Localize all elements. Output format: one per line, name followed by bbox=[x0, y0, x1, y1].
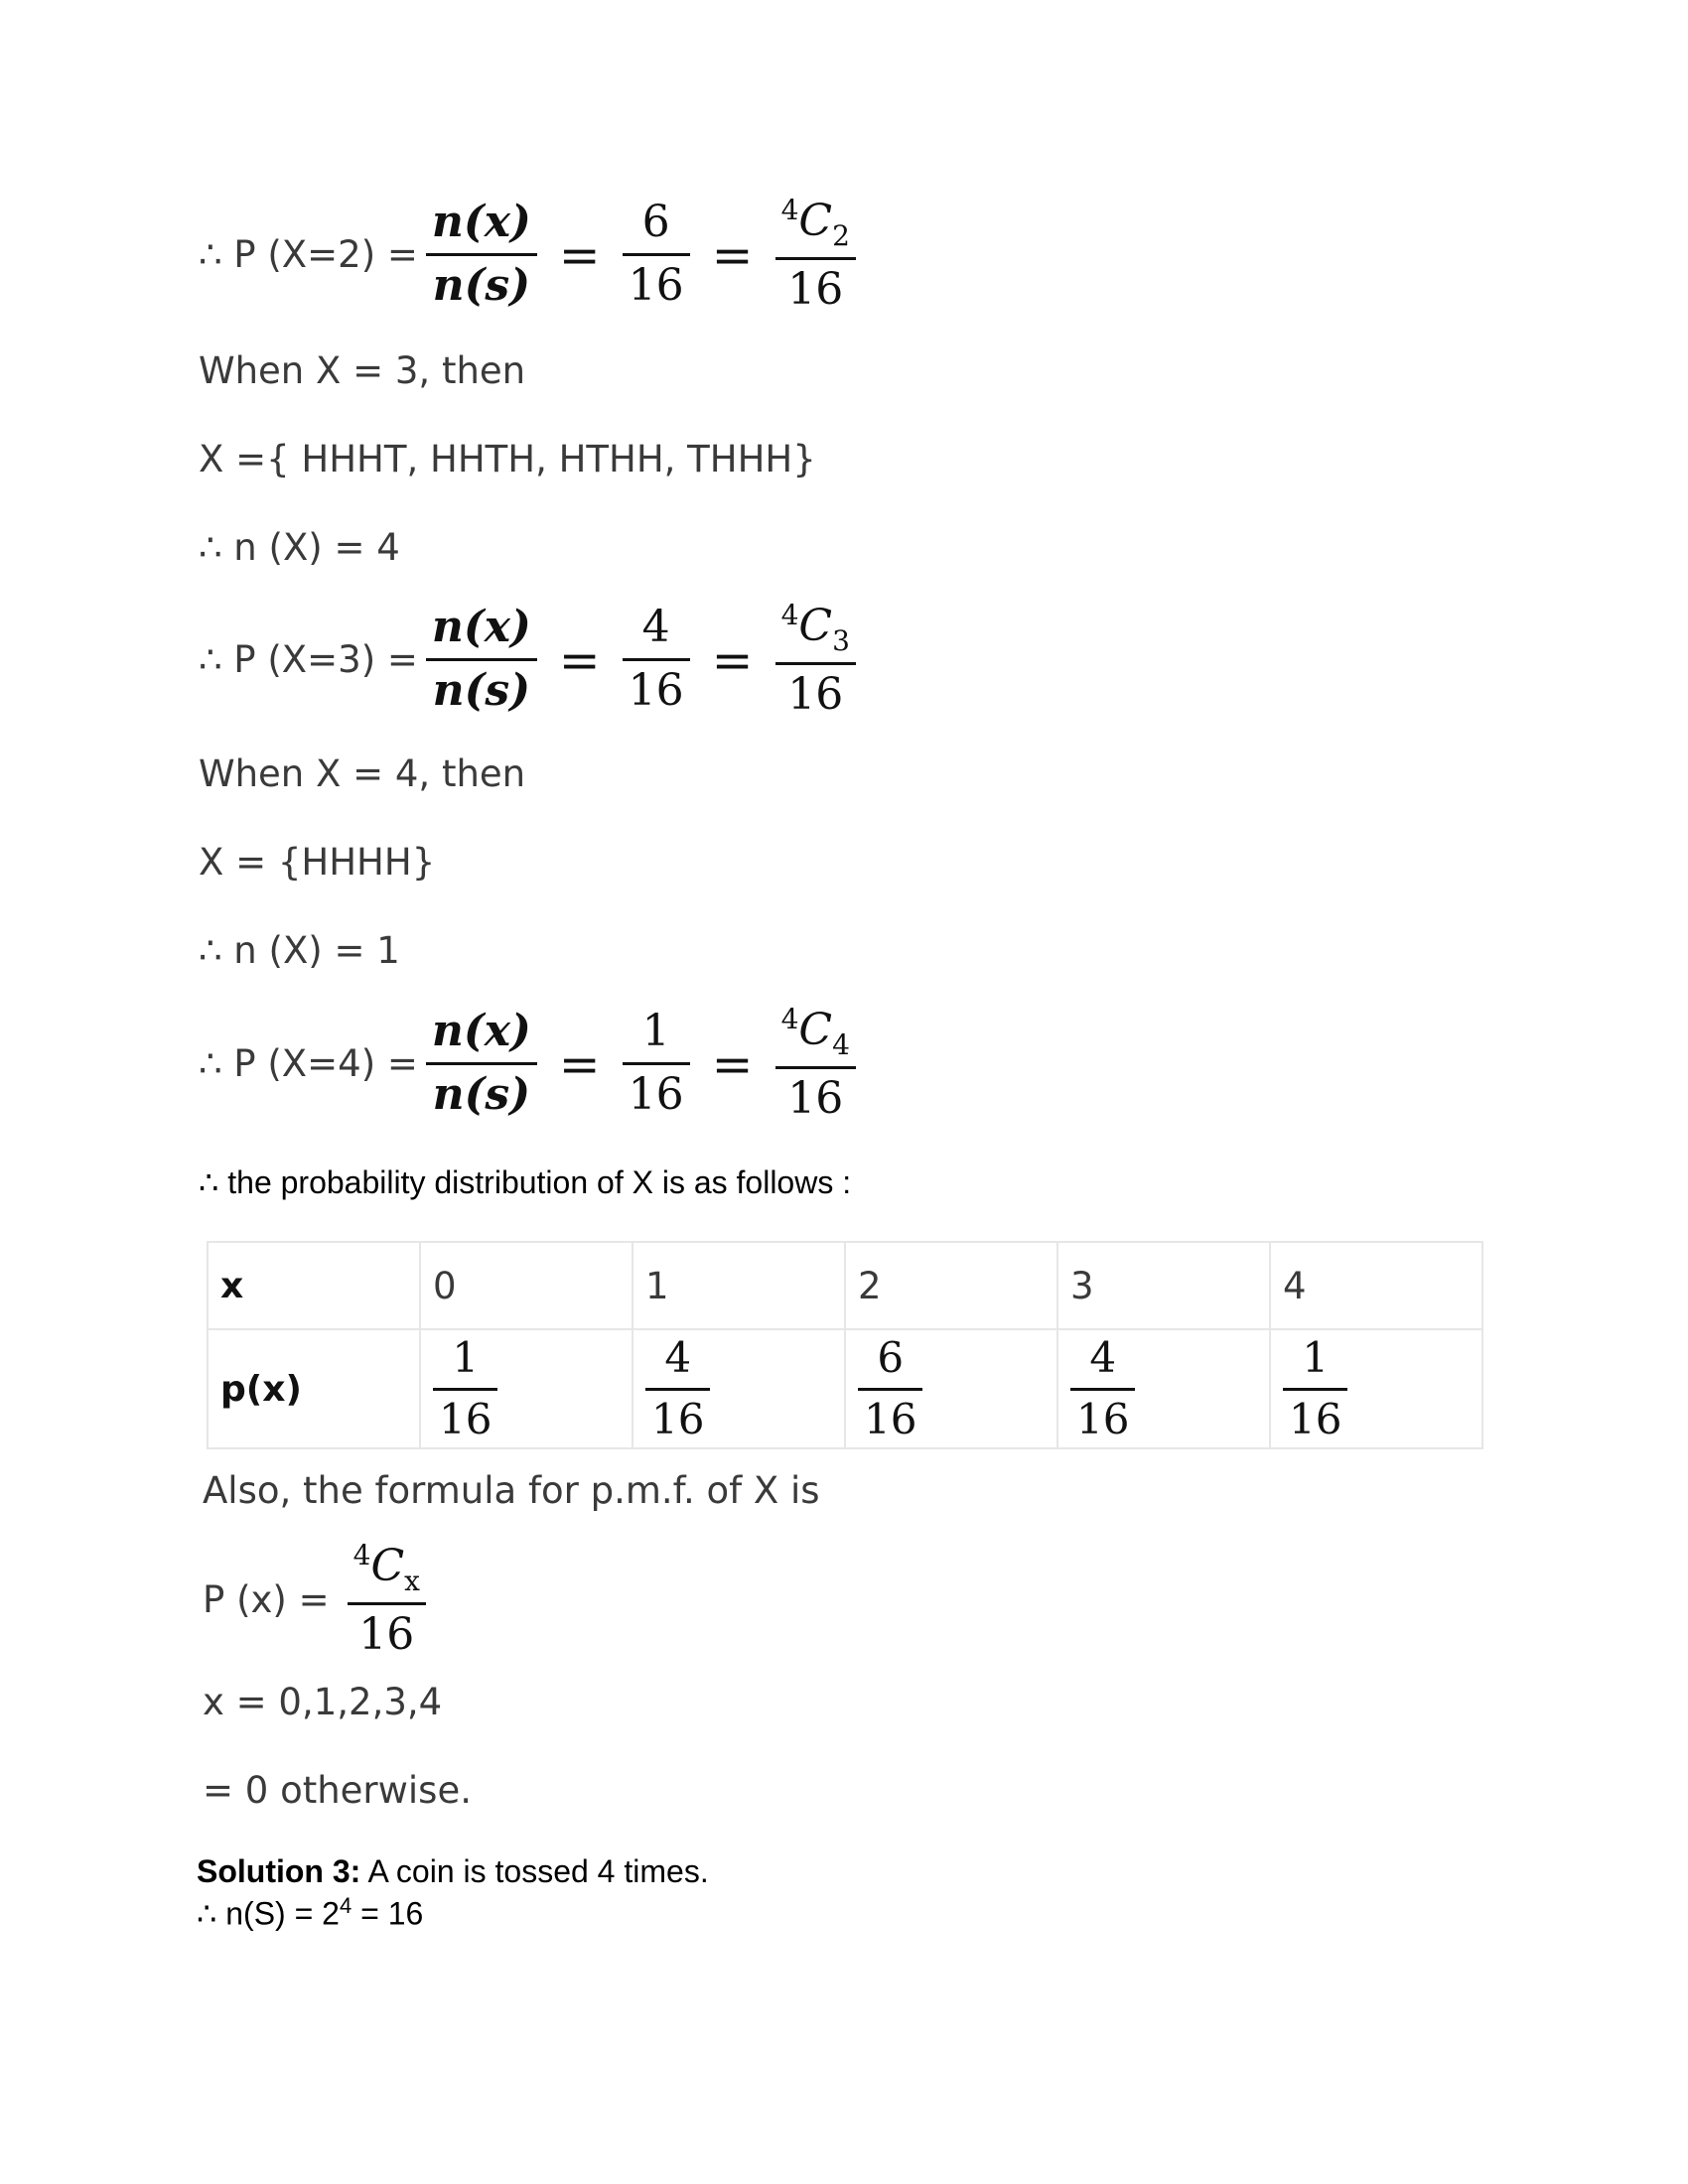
row-label-x: x bbox=[208, 1242, 420, 1329]
px-value: $\frac{4}{16}$ bbox=[633, 1329, 845, 1448]
distribution-table bbox=[207, 1241, 1483, 1449]
when-x3-text: When X = 3, then bbox=[199, 349, 526, 392]
fraction-nx-ns: $\frac{n(x)}{n(s)}$ bbox=[426, 602, 537, 718]
pmf-prefix: P (x) = bbox=[203, 1578, 330, 1622]
p-x3-prefix: ∴ P (X=3) = bbox=[199, 638, 418, 682]
table-row bbox=[208, 1242, 1482, 1329]
solution3-text: A coin is tossed 4 times. bbox=[360, 1853, 709, 1889]
x-value: 1 bbox=[633, 1242, 845, 1329]
p-x2-prefix: ∴ P (X=2) = bbox=[199, 233, 418, 277]
set-x4-text: X = {HHHH} bbox=[199, 841, 436, 884]
otherwise-text: = 0 otherwise. bbox=[203, 1769, 472, 1812]
fraction-combination: $\frac{^4C_4}{16}$ bbox=[775, 1003, 856, 1125]
table-row bbox=[208, 1329, 1482, 1448]
equals-sign: = bbox=[711, 1034, 754, 1093]
equals-sign: = bbox=[558, 630, 601, 689]
solution3-label: Solution 3: bbox=[197, 1853, 361, 1889]
p-x2-equation bbox=[199, 194, 864, 316]
x-value: 2 bbox=[845, 1242, 1057, 1329]
equals-sign: = bbox=[711, 630, 754, 689]
set-x3-text: X ={ HHHT, HHTH, HTHH, THHH} bbox=[199, 438, 816, 480]
fraction-value: $\frac{4}{16}$ bbox=[623, 602, 690, 718]
solution3-line bbox=[197, 1853, 709, 1890]
x-value: 4 bbox=[1270, 1242, 1482, 1329]
fraction-combination: $\frac{^4C_3}{16}$ bbox=[775, 599, 856, 721]
equals-sign: = bbox=[558, 1034, 601, 1093]
px-value: $\frac{1}{16}$ bbox=[420, 1329, 633, 1448]
equals-sign: = bbox=[558, 225, 601, 284]
fraction-nx-ns: $\frac{n(x)}{n(s)}$ bbox=[426, 197, 537, 313]
x-value: 3 bbox=[1057, 1242, 1270, 1329]
count-x4-text: ∴ n (X) = 1 bbox=[199, 929, 400, 972]
fraction-combination: $\frac{^4C_x}{16}$ bbox=[348, 1539, 426, 1661]
p-x4-prefix: ∴ P (X=4) = bbox=[199, 1042, 418, 1086]
fraction-nx-ns: $\frac{n(x)}{n(s)}$ bbox=[426, 1006, 537, 1122]
count-x3-text: ∴ n (X) = 4 bbox=[199, 526, 400, 569]
equals-sign: = bbox=[711, 225, 754, 284]
distribution-intro: ∴ the probability distribution of X is as follows : bbox=[199, 1164, 852, 1200]
x-value: 0 bbox=[420, 1242, 633, 1329]
px-value: $\frac{4}{16}$ bbox=[1057, 1329, 1270, 1448]
x-range-text: x = 0,1,2,3,4 bbox=[203, 1681, 443, 1723]
p-x4-equation bbox=[199, 1003, 864, 1125]
when-x4-text: When X = 4, then bbox=[199, 752, 526, 795]
px-value: $\frac{1}{16}$ bbox=[1270, 1329, 1482, 1448]
pmf-intro: Also, the formula for p.m.f. of X is bbox=[203, 1469, 820, 1512]
p-x3-equation bbox=[199, 599, 864, 721]
fraction-combination: $\frac{^4C_2}{16}$ bbox=[775, 194, 856, 316]
px-value: $\frac{6}{16}$ bbox=[845, 1329, 1057, 1448]
row-label-px: p(x) bbox=[208, 1329, 420, 1448]
pmf-formula bbox=[203, 1539, 434, 1661]
fraction-value: $\frac{1}{16}$ bbox=[623, 1006, 690, 1122]
sample-space-count: ∴ $n(S) = 2^4 = 16$ bbox=[197, 1893, 424, 1932]
fraction-value: $\frac{6}{16}$ bbox=[623, 197, 690, 313]
